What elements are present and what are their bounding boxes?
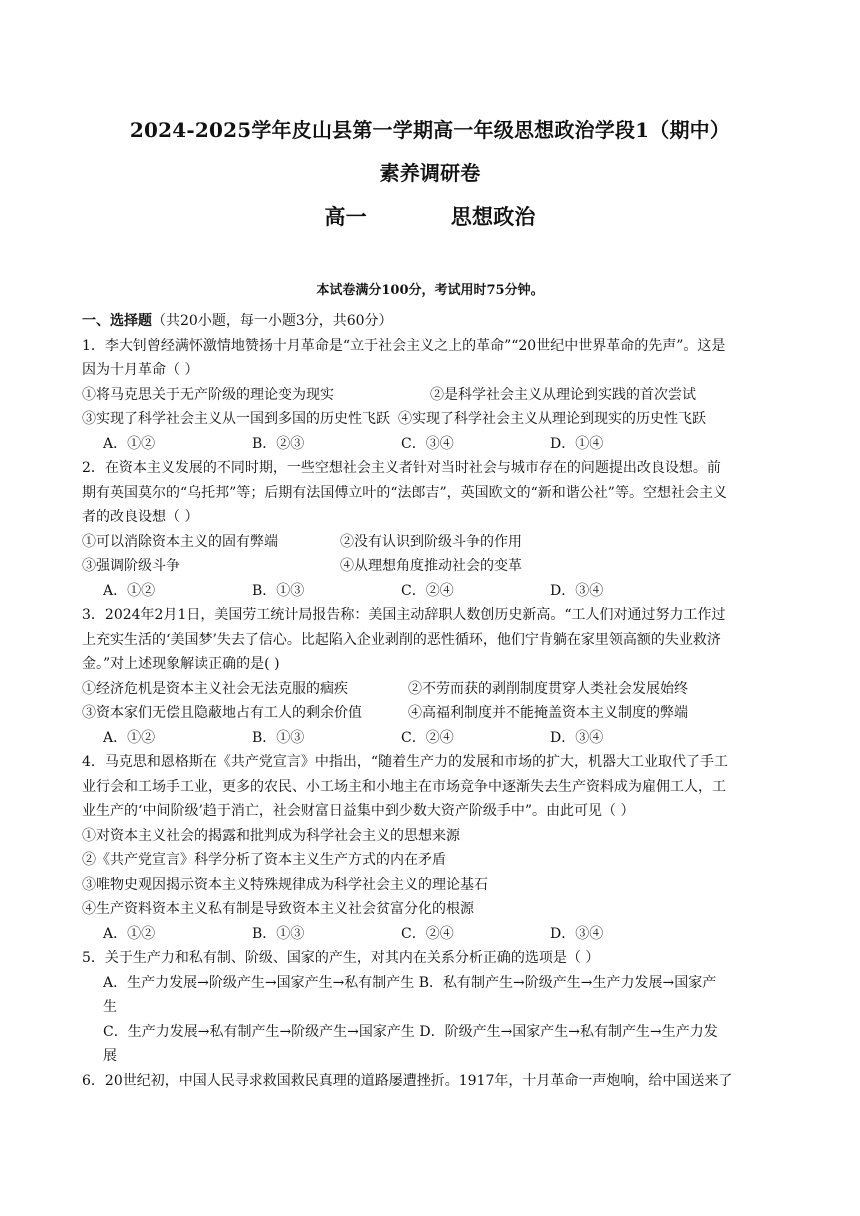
option-b[interactable]: B．①③ <box>252 729 305 746</box>
option-c[interactable]: C．③④ <box>401 435 454 452</box>
statement: ④实现了科学社会主义从理论到现实的历史性飞跃 <box>398 411 706 427</box>
section-description: （共20小题，每一小题3分，共60分） <box>152 313 393 329</box>
statement: ②不劳而获的剥削制度贯穿人类社会发展始终 <box>408 680 688 697</box>
option-d-continuation: 展 <box>103 1048 117 1064</box>
statement: ①对资本主义社会的揭露和批判成为科学社会主义的思想来源 <box>82 827 460 844</box>
answer-options <box>82 579 782 604</box>
question-3 <box>82 603 782 750</box>
question-stem: 因为十月革命（ ） <box>82 362 199 378</box>
question-stem: 上充实生活的‘美国梦’失去了信心。比起陷入企业剥削的恶性循环，他们宁肯躺在家里领高额的失业救济 <box>82 631 721 648</box>
question-6 <box>82 1069 782 1094</box>
statement: ②《共产党宣言》科学分析了资本主义生产方式的内在矛盾 <box>82 852 446 868</box>
exam-body <box>82 309 782 1093</box>
option-a[interactable]: A．①② <box>103 435 156 452</box>
option-d[interactable]: D．③④ <box>550 925 604 942</box>
question-stem: 6．20世纪初，中国人民寻求救国救民真理的道路屡遭挫折。1917年，十月革命一声炮响，给中国送来了 <box>82 1072 733 1089</box>
question-stem: 5．关于生产力和私有制、阶级、国家的产生，对其内在关系分析正确的选项是（ ） <box>82 950 600 966</box>
answer-options <box>82 922 782 947</box>
question-2 <box>82 456 782 603</box>
subject-label: 思想政治 <box>450 204 536 229</box>
grade-subject-line <box>0 203 860 231</box>
option-b[interactable]: B．①③ <box>252 925 305 942</box>
option-b[interactable]: B．②③ <box>252 435 305 452</box>
question-stem: 业生产的‘中间阶级’趋于消亡，社会财富日益集中到少数大资产阶级手中”。由此可见（ ） <box>82 803 635 819</box>
question-stem: 2．在资本主义发展的不同时期，一些空想社会主义者针对当时社会与城市存在的问题提出改良设想。前 <box>82 460 721 476</box>
question-stem: 者的改良设想（ ） <box>82 509 199 525</box>
option-b[interactable]: B．①③ <box>252 582 305 599</box>
statement-row <box>82 677 782 702</box>
statement-row <box>82 407 782 432</box>
statement: ③资本家们无偿且隐蔽地占有工人的剩余价值 <box>82 705 362 721</box>
exam-title-line2: 素养调研卷 <box>379 161 481 185</box>
question-stem: 业行会和工场手工业，更多的农民、小工场主和小地主在市场竞争中逐渐失去生产资料成为雇佣工人，工 <box>82 778 726 795</box>
option-c[interactable]: C．②④ <box>401 729 454 746</box>
answer-options <box>82 432 782 457</box>
question-4 <box>82 750 782 946</box>
statement: ②没有认识到阶级斗争的作用 <box>340 533 522 550</box>
option-c[interactable]: C．②④ <box>401 925 454 942</box>
exam-title: 2024-2025学年皮山县第一学期高一年级思想政治学段1（期中） <box>129 118 731 142</box>
option-c[interactable]: C．②④ <box>401 582 454 599</box>
option-a-b[interactable]: A．生产力发展→阶级产生→国家产生→私有制产生 B．私有制产生→阶级产生→生产力发展→国家产 <box>103 974 717 991</box>
statement: ③唯物史观因揭示资本主义特殊规律成为科学社会主义的理论基石 <box>82 876 488 893</box>
question-stem: 4．马克思和恩格斯在《共产党宣言》中指出，“随着生产力的发展和市场的扩大，机器大工业取代了手工 <box>82 754 729 770</box>
statement-row <box>82 383 782 408</box>
statement: ④从理想角度推动社会的变革 <box>340 558 522 574</box>
question-5 <box>82 946 782 1069</box>
statement: ③强调阶级斗争 <box>82 558 180 574</box>
statement: ①将马克思关于无产阶级的理论变为现实 <box>82 386 334 403</box>
option-a[interactable]: A．①② <box>103 582 156 599</box>
statement: ①可以消除资本主义的固有弊端 <box>82 533 278 550</box>
question-stem: 1．李大钊曾经满怀激情地赞扬十月革命是“立于社会主义之上的革命”“20世纪中世界革命的先声”。这是 <box>82 337 726 354</box>
option-d[interactable]: D．③④ <box>550 729 604 746</box>
statement-row <box>82 530 782 555</box>
question-stem: 金。”对上述现象解读正确的是( ) <box>82 656 280 672</box>
statement: ②是科学社会主义从理论到实践的首次尝试 <box>430 386 696 403</box>
statement: ①经济危机是资本主义社会无法克服的痼疾 <box>82 680 348 697</box>
section-heading <box>82 309 782 334</box>
statement: ④高福利制度并不能掩盖资本主义制度的弊端 <box>408 705 688 721</box>
statement: ④生产资料资本主义私有制是导致资本主义社会贫富分化的根源 <box>82 901 474 917</box>
option-a[interactable]: A．①② <box>103 729 156 746</box>
option-d[interactable]: D．③④ <box>550 582 604 599</box>
section-title: 一、选择题 <box>82 313 152 329</box>
option-c-d[interactable]: C．生产力发展→私有制产生→阶级产生→国家产生 D．阶级产生→国家产生→私有制产生→生产力发 <box>103 1023 718 1040</box>
option-a[interactable]: A．①② <box>103 925 156 942</box>
statement-row <box>82 554 782 579</box>
option-d[interactable]: D．①④ <box>550 435 604 452</box>
answer-options <box>82 726 782 751</box>
exam-note: 本试卷满分100分，考试用时75分钟。 <box>316 283 544 298</box>
statement-row <box>82 701 782 726</box>
grade-label: 高一 <box>324 204 367 229</box>
question-1 <box>82 334 782 457</box>
statement: ③实现了科学社会主义从一国到多国的历史性飞跃 <box>82 411 390 427</box>
question-stem: 3．2024年2月1日，美国劳工统计局报告称：美国主动辞职人数创历史新高。“工人们对通过努力工作过 <box>82 607 726 623</box>
question-stem: 期有英国莫尔的“乌托邦”等；后期有法国傅立叶的“法郎吉”，英国欧文的“新和谐公社”等。空想社会主义 <box>82 484 727 501</box>
option-b-continuation: 生 <box>103 999 117 1015</box>
